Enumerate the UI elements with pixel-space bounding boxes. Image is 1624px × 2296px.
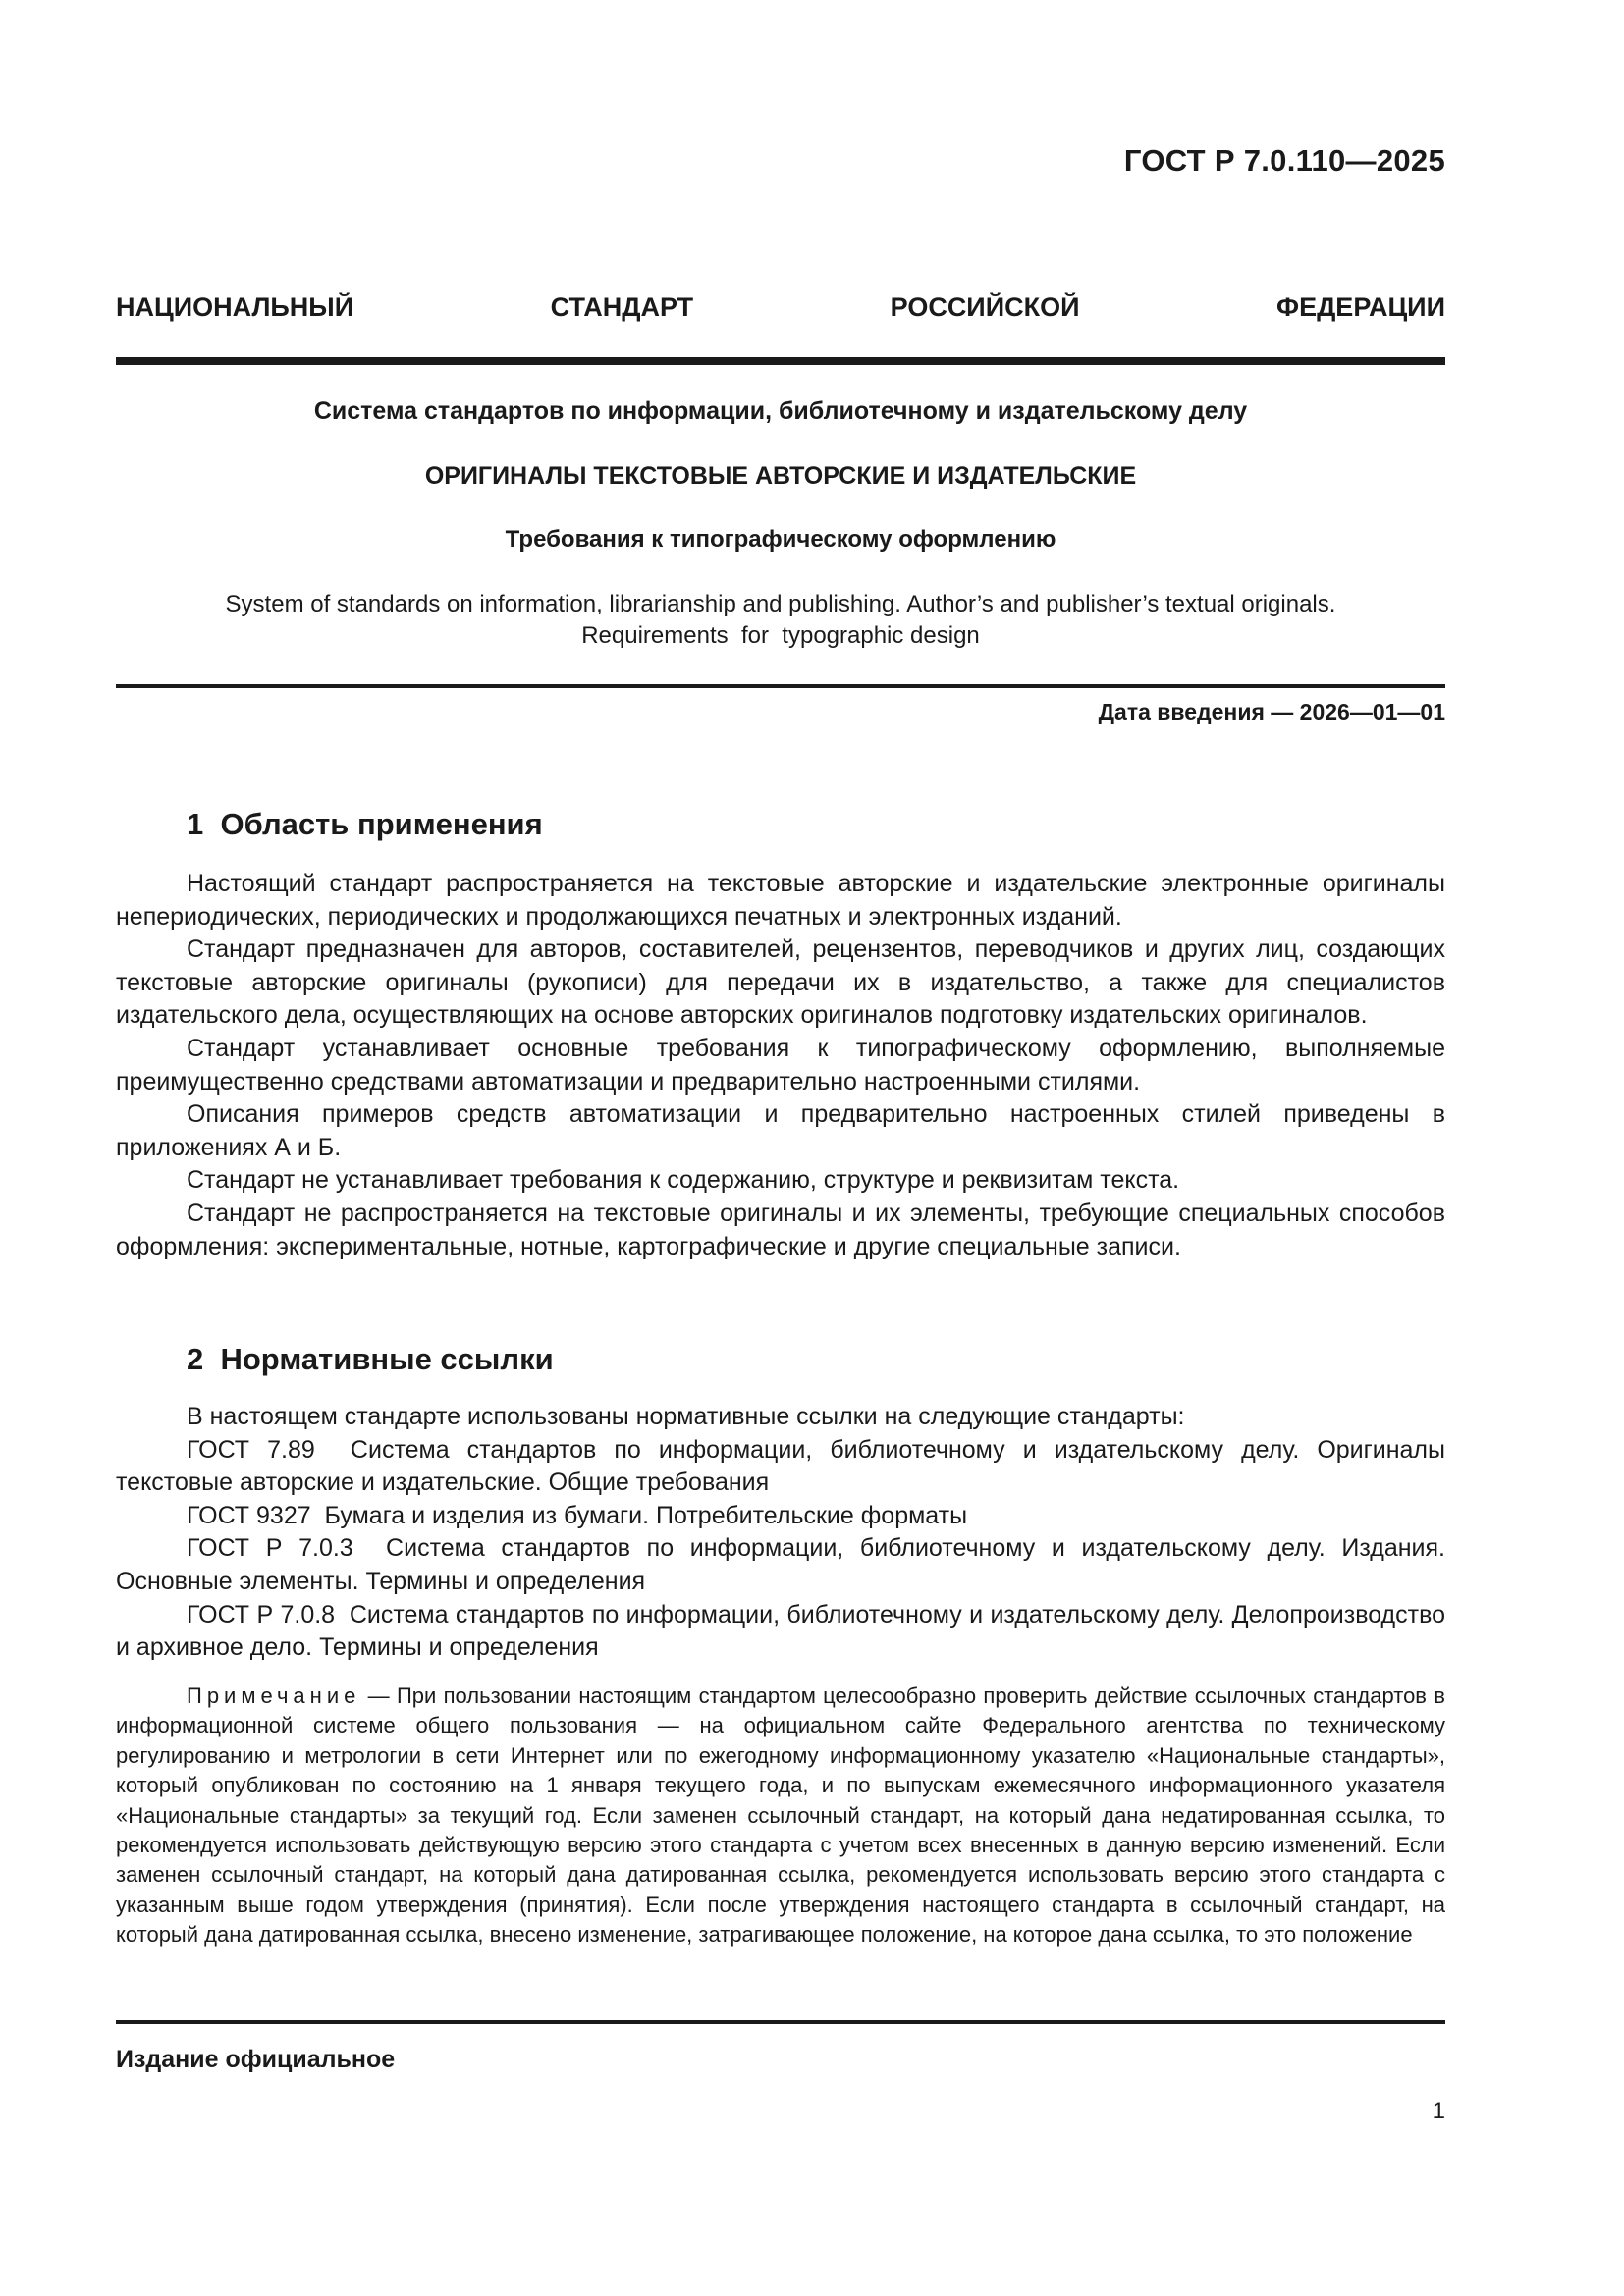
official-edition-label: Издание официальное [116, 2046, 396, 2073]
paragraph: Стандарт устанавливает основные требования к типографическому оформлению, выполняемые преимущественно средствами автоматизации и предварительно настроенными стилями. [116, 1034, 1445, 1095]
section-2-body [116, 1401, 1452, 1665]
document-number: ГОСТ Р 7.0.110—2025 [1123, 143, 1445, 178]
reference-item: ГОСТ Р 7.0.8 Система стандартов по информации, библиотечному и издательскому делу. Делопроизводство и архивное дело. Термины и определения [116, 1600, 1452, 1662]
paragraph: Настоящий стандарт распространяется на текстовые авторские и издательские электронные оригиналы непериодических, периодических и продолжающихся печатных и электронных изданий. [116, 870, 1445, 931]
series-title: Система стандартов по информации, библиотечному и издательскому делу [313, 398, 1248, 425]
introduction-date: Дата введения — 2026—01—01 [1098, 699, 1445, 724]
english-title-line-1: System of standards on information, librarianship and publishing. Author’s and publisher’s textual originals. [225, 591, 1336, 617]
paragraph: В настоящем стандарте использованы нормативные ссылки на следующие стандарты: [187, 1403, 1185, 1430]
section-2-heading: 2 Нормативные ссылки [187, 1342, 554, 1376]
note-block [116, 1682, 1445, 1950]
note-label: Примечание [187, 1683, 361, 1708]
note-paragraph [116, 1682, 1445, 1950]
national-standard-title: НАЦИОНАЛЬНЫЙ СТАНДАРТ РОССИЙСКОЙ ФЕДЕРАЦИИ [116, 293, 1445, 322]
section-1-body [116, 868, 1445, 1263]
footer-rule [116, 2020, 1445, 2024]
english-title-line-2: Requirements for typographic design [581, 622, 980, 649]
main-title: ОРИГИНАЛЫ ТЕКСТОВЫЕ АВТОРСКИЕ И ИЗДАТЕЛЬСКИЕ [424, 462, 1137, 490]
subtitle: Требования к типографическому оформлению [505, 526, 1056, 553]
paragraph: Стандарт предназначен для авторов, составителей, рецензентов, переводчиков и других лиц, создающих текстовые авторские оригиналы (рукописи) для передачи их в издательство, а также для специалистов издательского дела, осуществляющих на основе авторских оригиналов подготовку издательских оригиналов. [116, 935, 1445, 1030]
reference-item: ГОСТ Р 7.0.3 Система стандартов по информации, библиотечному и издательскому делу. Издания. Основные элементы. Термины и определения [116, 1534, 1452, 1595]
paragraph: Стандарт не распространяется на текстовые оригиналы и их элементы, требующие специальных способов оформления: экспериментальные, нотные, картографические и другие специальные записи. [116, 1199, 1445, 1260]
page-number: 1 [1432, 2098, 1445, 2124]
header-rule [116, 357, 1445, 365]
title-rule [116, 684, 1445, 688]
section-1-heading: 1 Область применения [187, 807, 543, 841]
reference-item: ГОСТ 7.89 Система стандартов по информации, библиотечному и издательскому делу. Оригиналы текстовые авторские и издательские. Общие требования [116, 1435, 1452, 1497]
paragraph: Описания примеров средств автоматизации и предварительно настроенных стилей приведены в приложениях А и Б. [116, 1100, 1445, 1161]
reference-item: ГОСТ 9327 Бумага и изделия из бумаги. Потребительские форматы [187, 1501, 968, 1529]
paragraph: Стандарт не устанавливает требования к содержанию, структуре и реквизитам текста. [187, 1166, 1180, 1195]
note-text: — При пользовании настоящим стандартом целесообразно проверить действие ссылочных стандартов в информационной системе общего пользования — на официальном сайте Федерального агентства по техническому регулированию и метрологии в сети Интернет или по ежегодному информационному указателю «Национальные стандарты», который опубликован по состоянию на 1 января текущего года, и по выпускам ежемесячного информационного указателя «Национальные стандарты» за текущий год. Если заменен ссылочный стандарт, на который дана недатированная ссылка, то рекомендуется использовать действующую версию этого стандарта с учетом всех внесенных в данную версию изменений. Если заменен ссылочный стандарт, на который дана датированная ссылка, рекомендуется использовать версию этого стандарта с указанным выше годом утверждения (принятия). Если после утверждения настоящего стандарта в ссылочный стандарт, на который дана датированная ссылка, внесено изменение, затрагивающее положение, на которое дана ссылка, то это положение [116, 1683, 1445, 1948]
english-title [116, 589, 1445, 652]
